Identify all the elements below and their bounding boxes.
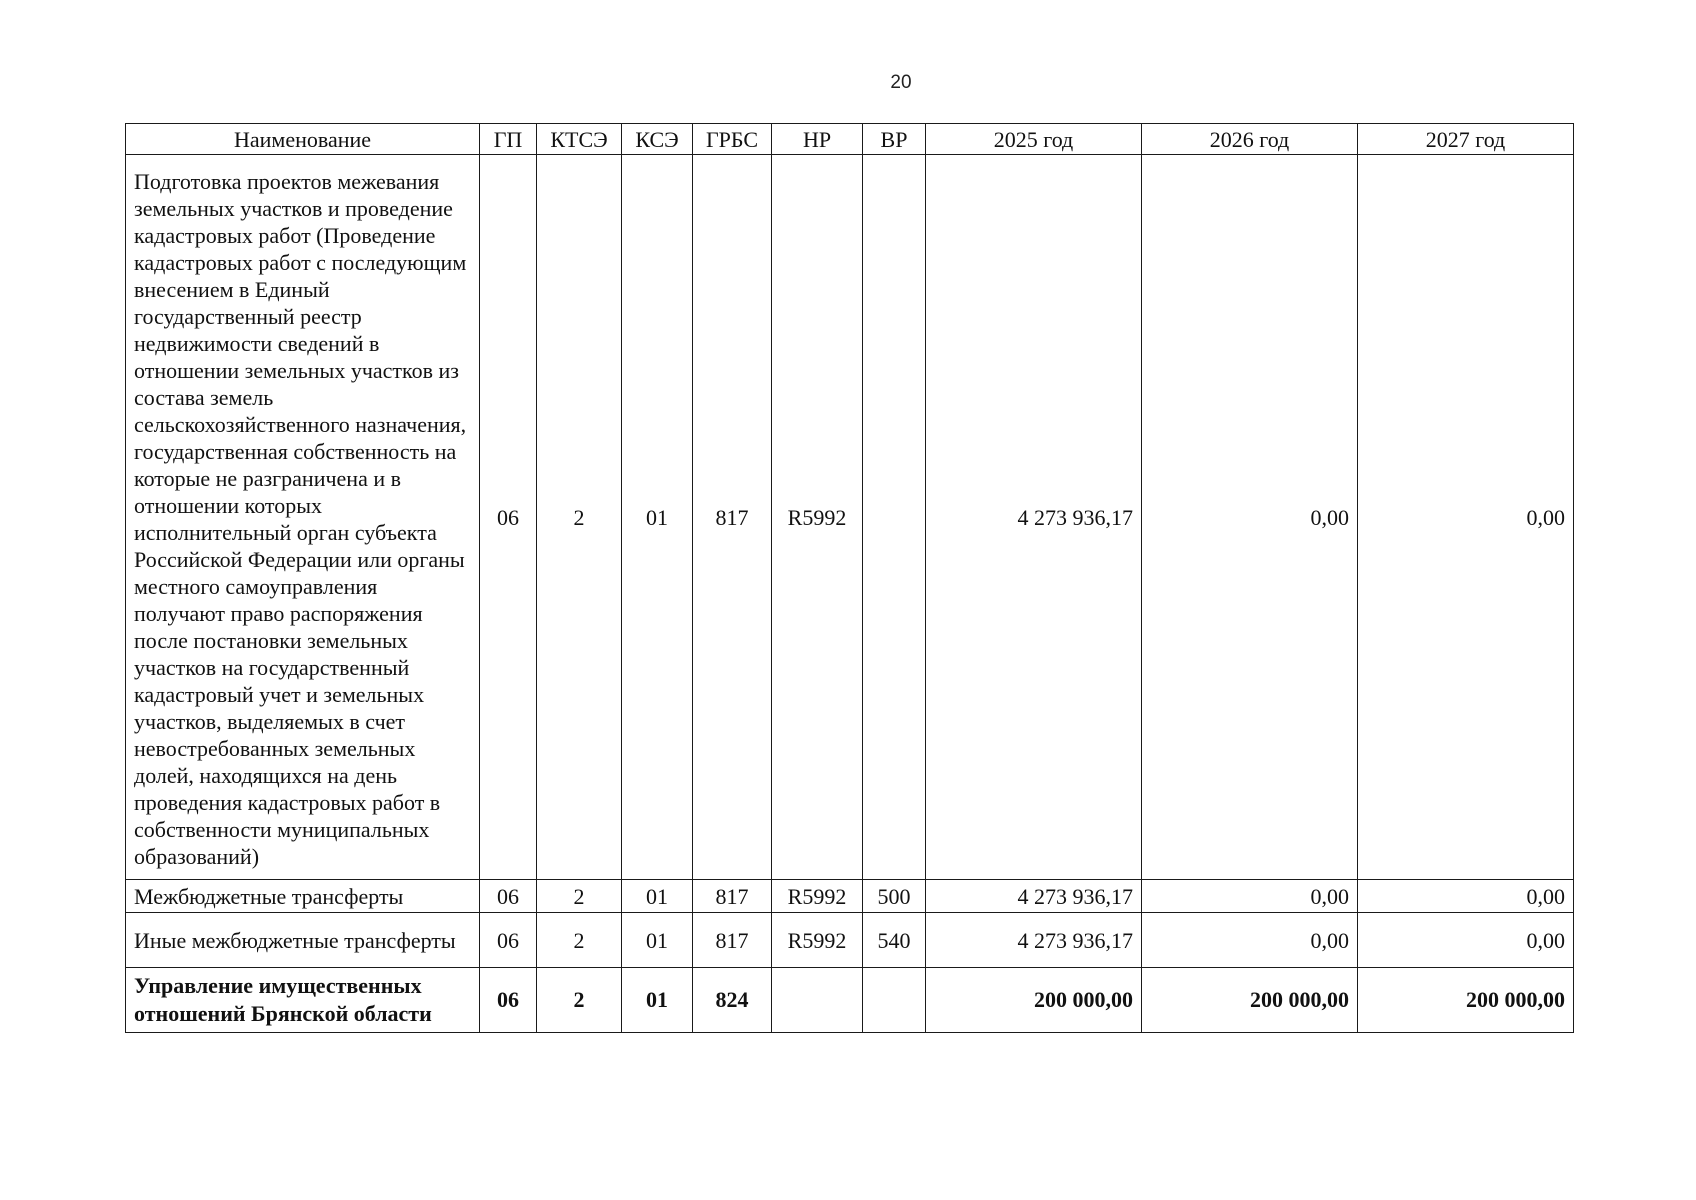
row-nr: R5992 (772, 880, 863, 913)
row-grbs: 817 (693, 913, 772, 968)
table-row (126, 913, 1574, 968)
row-nr: R5992 (772, 155, 863, 880)
row-name: Иные межбюджетные трансферты (126, 913, 480, 968)
header-name: Наименование (126, 124, 480, 155)
row-grbs: 817 (693, 880, 772, 913)
row-2025: 4 273 936,17 (926, 913, 1142, 968)
row-2026: 0,00 (1142, 880, 1358, 913)
row-kse: 01 (622, 968, 693, 1033)
row-vr (863, 968, 926, 1033)
row-gp: 06 (480, 155, 537, 880)
table-row (126, 155, 1574, 880)
row-2026: 0,00 (1142, 155, 1358, 880)
row-vr: 500 (863, 880, 926, 913)
row-grbs: 824 (693, 968, 772, 1033)
row-2027: 0,00 (1358, 913, 1574, 968)
row-kse: 01 (622, 913, 693, 968)
row-ktse: 2 (537, 155, 622, 880)
header-grbs: ГРБС (693, 124, 772, 155)
header-gp: ГП (480, 124, 537, 155)
row-gp: 06 (480, 968, 537, 1033)
header-2027: 2027 год (1358, 124, 1574, 155)
table-row-total (126, 968, 1574, 1033)
row-2026: 200 000,00 (1142, 968, 1358, 1033)
row-kse: 01 (622, 880, 693, 913)
row-2025: 4 273 936,17 (926, 155, 1142, 880)
row-2026: 0,00 (1142, 913, 1358, 968)
row-name: Межбюджетные трансферты (126, 880, 480, 913)
row-ktse: 2 (537, 880, 622, 913)
row-gp: 06 (480, 913, 537, 968)
row-ktse: 2 (537, 913, 622, 968)
row-gp: 06 (480, 880, 537, 913)
row-2027: 0,00 (1358, 880, 1574, 913)
header-2025: 2025 год (926, 124, 1142, 155)
row-2027: 0,00 (1358, 155, 1574, 880)
row-nr (772, 968, 863, 1033)
header-vr: ВР (863, 124, 926, 155)
table-row (126, 880, 1574, 913)
row-vr: 540 (863, 913, 926, 968)
row-name: Подготовка проектов межевания земельных участков и проведение кадастровых работ (Проведение кадастровых работ с последующим внесением в Единый государственный реестр недвижимости сведений в отношении земельных участков из состава земель сельскохозяйственного назначения, государственная собственность на которые не разграничена и в отношении которых исполнительный орган субъекта Российской Федерации или органы местного самоуправления получают право распоряжения после постановки земельных участков на государственный кадастровый учет и земельных участков, выделяемых в счет невостребованных земельных долей, находящихся на день проведения кадастровых работ в собственности муниципальных образований) (126, 155, 480, 880)
header-2026: 2026 год (1142, 124, 1358, 155)
row-2025: 200 000,00 (926, 968, 1142, 1033)
row-kse: 01 (622, 155, 693, 880)
row-grbs: 817 (693, 155, 772, 880)
row-name: Управление имущественных отношений Брянской области (126, 968, 480, 1033)
table-header-row (126, 124, 1574, 155)
budget-table (125, 123, 1574, 1033)
row-nr: R5992 (772, 913, 863, 968)
row-2027: 200 000,00 (1358, 968, 1574, 1033)
page-number: 20 (890, 72, 912, 93)
header-kse: КСЭ (622, 124, 693, 155)
header-ktse: КТСЭ (537, 124, 622, 155)
row-vr (863, 155, 926, 880)
row-ktse: 2 (537, 968, 622, 1033)
row-2025: 4 273 936,17 (926, 880, 1142, 913)
header-nr: НР (772, 124, 863, 155)
